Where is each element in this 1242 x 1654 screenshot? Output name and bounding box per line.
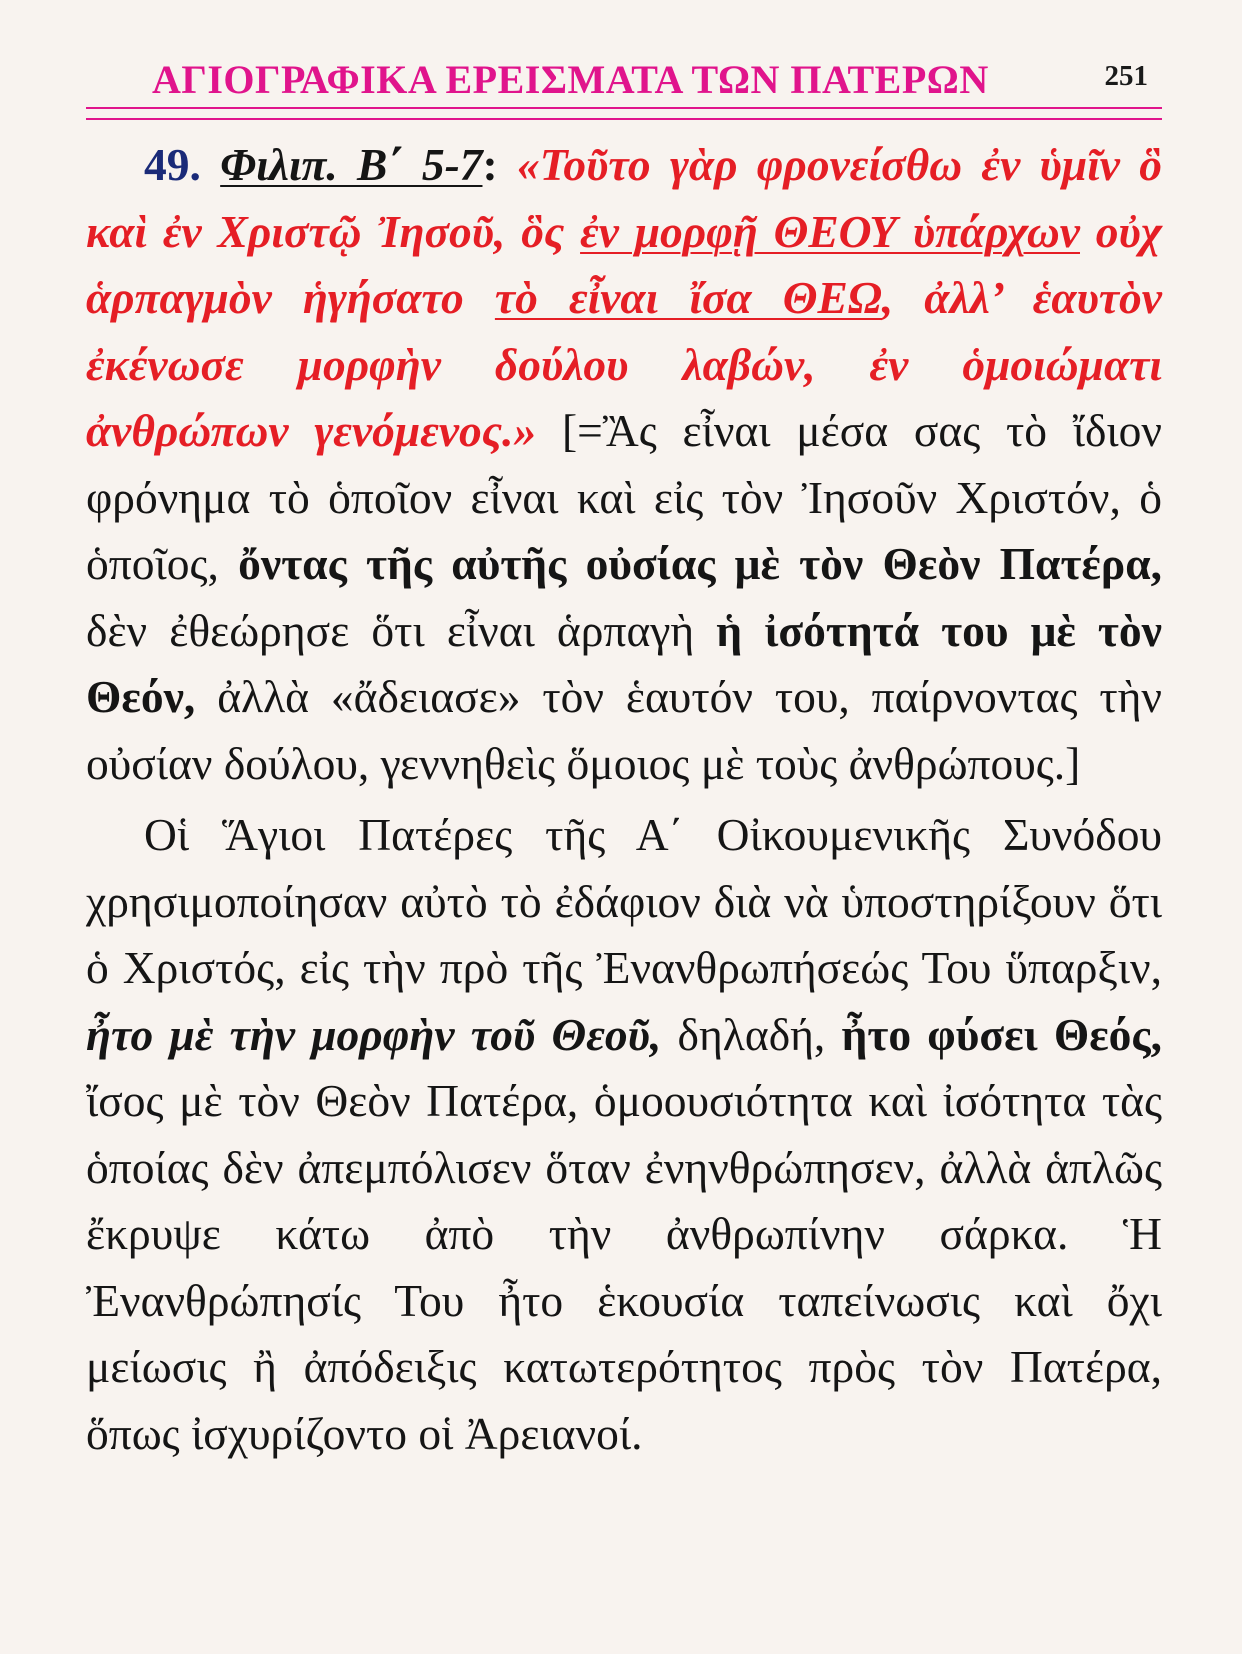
commentary-text-3: ἴσος μὲ τὸν Θεὸν Πατέρα, ὁμοουσιότητα καὶ ἰσότητα τὰς ὁποίας δὲν ἀπεμπόλισεν ὅταν ἐνηνθρώπησεν, ἀλλὰ ἁπλῶς ἔκρυψε κάτω ἀπὸ τὴν ἀνθρωπίνην σάρκα. Ἡ Ἐνανθρώπησίς Του ἦτο ἑκουσία ταπείνωσις καὶ ὄχι μείωσις ἢ ἀπόδειξις κατωτερότητος πρὸς τὸν Πατέρα, ὅπως ἰσχυρίζοντο οἱ Ἀρειανοί. <box>86 1075 1162 1459</box>
quote-underlined-2: τὸ εἶναι ἴσα ΘΕΩ <box>494 272 882 323</box>
scripture-reference: Φιλιπ. Β΄ 5-7 <box>220 139 483 190</box>
quote-text-2: οὐχ ἁρπαγμὸν ἡγήσατο <box>86 205 1162 323</box>
commentary-bold-1: ἦτο φύσει Θεός, <box>841 1008 1162 1060</box>
quote-text-3: , ἀλλ’ ἑαυτὸν ἐκένωσε μορφὴν δούλου λαβών, ἐν ὁμοιώματι ἀνθρώπων γενόμενος.» <box>86 272 1163 456</box>
page-number: 251 <box>1104 60 1148 92</box>
header-rule-upper <box>86 107 1162 109</box>
translation-text-1: [=Ἂς εἶναι μέσα σας τὸ ἴδιον φρόνημα τὸ ὁποῖον εἶναι καὶ εἰς τὸν Ἰησοῦν Χριστόν, ὁ ὁποῖος, <box>86 405 1162 589</box>
translation-bold-2: ἡ ἰσότητά του μὲ τὸν Θεόν, <box>86 604 1162 722</box>
header-rule-lower <box>86 118 1162 120</box>
entry-number: 49. <box>144 139 201 190</box>
reference-colon: : <box>482 139 498 190</box>
translation-text-3: ἀλλὰ «ἄδειασε» τὸν ἑαυτόν του, παίρνοντας τὴν οὐσίαν δούλου, γεννηθεὶς ὅμοιος μὲ τοὺς ἀνθρώπους.] <box>86 671 1162 789</box>
translation-text-2: δὲν ἐθεώρησε ὅτι εἶναι ἁρπαγὴ <box>86 604 717 656</box>
running-header <box>86 40 1162 100</box>
page-body <box>86 132 1162 1467</box>
quote-underlined-1: ἐν μορφῇ ΘΕΟΥ ὑπάρχων <box>580 205 1080 257</box>
translation-bold-1: ὄντας τῆς αὐτῆς οὐσίας μὲ τὸν Θεὸν Πατέρα, <box>238 538 1162 589</box>
commentary-bold-italic-1: ἦτο μὲ τὴν μορφὴν τοῦ Θεοῦ, <box>86 1008 662 1060</box>
running-header-title: ΑΓΙΟΓΡΑΦΙΚΑ ΕΡΕΙΣΜΑΤΑ ΤΩΝ ΠΑΤΕΡΩΝ <box>152 57 989 102</box>
scripture-entry-paragraph <box>86 132 1162 797</box>
commentary-paragraph <box>86 802 1162 1467</box>
commentary-text-2: δηλαδή, <box>661 1008 842 1060</box>
commentary-text-1: Οἱ Ἅγιοι Πατέρες τῆς Α΄ Οἰκουμενικῆς Συνόδου χρησιμοποίησαν αὐτὸ τὸ ἐδάφιον διὰ νὰ ὑποστηρίξουν ὅτι ὁ Χριστός, εἰς τὴν πρὸ τῆς Ἐνανθρωπήσεώς Του ὕπαρξιν, <box>86 809 1162 993</box>
quote-text-1: «Τοῦτο γὰρ φρονείσθω ἐν ὑμῖν ὃ καὶ ἐν Χριστῷ Ἰησοῦ, ὃς <box>86 139 1163 257</box>
